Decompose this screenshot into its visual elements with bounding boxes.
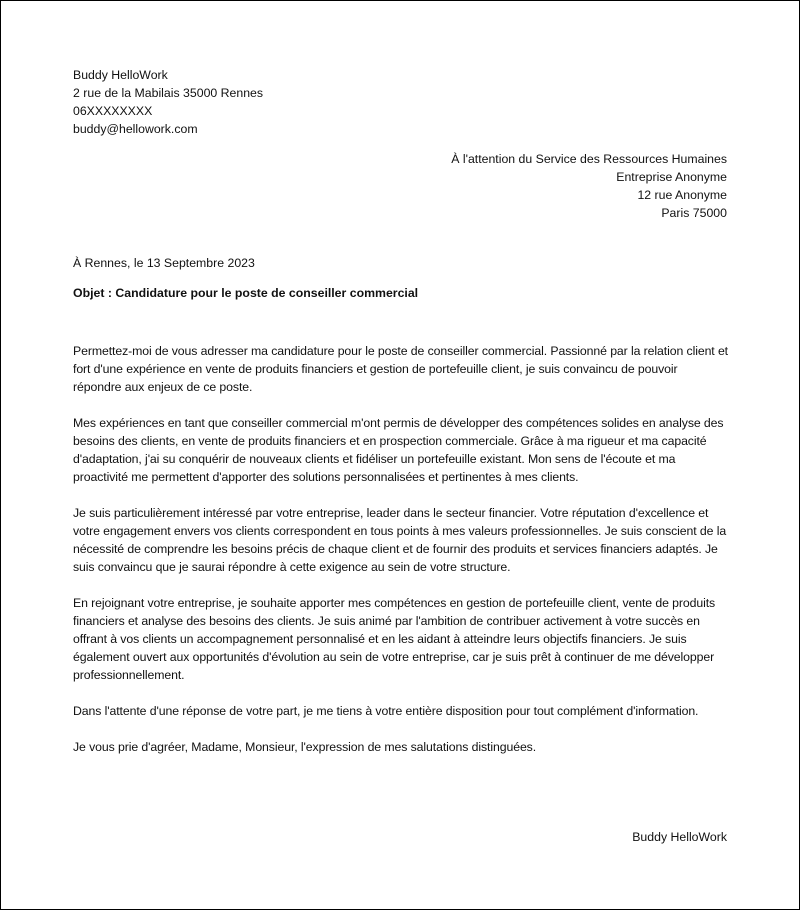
letter-date: À Rennes, le 13 Septembre 2023: [73, 256, 255, 270]
recipient-attention: À l'attention du Service des Ressources Humaines: [451, 152, 727, 166]
body-paragraph: Permettez-moi de vous adresser ma candidature pour le poste de conseiller commercial. Passionné par la relation client et fort d'une expérience en vente de produits financiers et gestion de portefeuille client, je suis convaincu de pouvoir répondre aux enjeux de ce poste.: [73, 344, 728, 394]
body-paragraph: Je suis particulièrement intéressé par votre entreprise, leader dans le secteur financier. Votre réputation d'excellence et votre engagement envers vos clients correspondent en tous points à mes valeurs professionnelles. Je suis conscient de la nécessité de comprendre les besoins précis de chaque client et de fournir des produits et services financiers adaptés. Je suis convaincu que je saurai répondre à cette exigence au sein de votre structure.: [73, 506, 727, 574]
letter-body: [73, 342, 729, 774]
body-paragraph: En rejoignant votre entreprise, je souhaite apporter mes compétences en gestion de portefeuille client, vente de produits financiers et analyse des besoins des clients. Je suis animé par l'ambition de contribuer activement à votre succès en offrant à vos clients un accompagnement personnalisé et en les aidant à atteindre leurs objectifs financiers. Je suis également ouvert aux opportunités d'évolution au sein de votre entreprise, car je suis prêt à continuer de me développer professionnellement.: [73, 596, 716, 682]
sender-address: 2 rue de la Mabilais 35000 Rennes: [73, 86, 264, 100]
recipient-street: 12 rue Anonyme: [637, 188, 727, 202]
recipient-city: Paris 75000: [661, 206, 727, 220]
letter-subject: Objet : Candidature pour le poste de conseiller commercial: [73, 286, 419, 300]
sender-name: Buddy HelloWork: [73, 68, 168, 82]
recipient-company: Entreprise Anonyme: [616, 170, 727, 184]
body-paragraph: Mes expériences en tant que conseiller commercial m'ont permis de développer des compétences solides en analyse des besoins des clients, en vente de produits financiers et en prospection commerciale. Grâce à ma rigueur et ma capacité d'adaptation, j'ai su conquérir de nouveaux clients et fidéliser un portefeuille existant. Mon sens de l'écoute et ma proactivité me permettent d'apporter des solutions personnalisées et pertinentes à mes clients.: [73, 416, 724, 484]
recipient-block: [451, 150, 727, 222]
sender-block: [73, 66, 263, 138]
body-paragraph: Dans l'attente d'une réponse de votre part, je me tiens à votre entière disposition pour tout complément d'information.: [73, 704, 699, 718]
closing-paragraph: Je vous prie d'agréer, Madame, Monsieur, l'expression de mes salutations distinguées.: [73, 740, 537, 754]
sender-phone: 06XXXXXXXX: [73, 104, 153, 118]
sender-email: buddy@hellowork.com: [73, 122, 198, 136]
signature: Buddy HelloWork: [632, 830, 727, 844]
